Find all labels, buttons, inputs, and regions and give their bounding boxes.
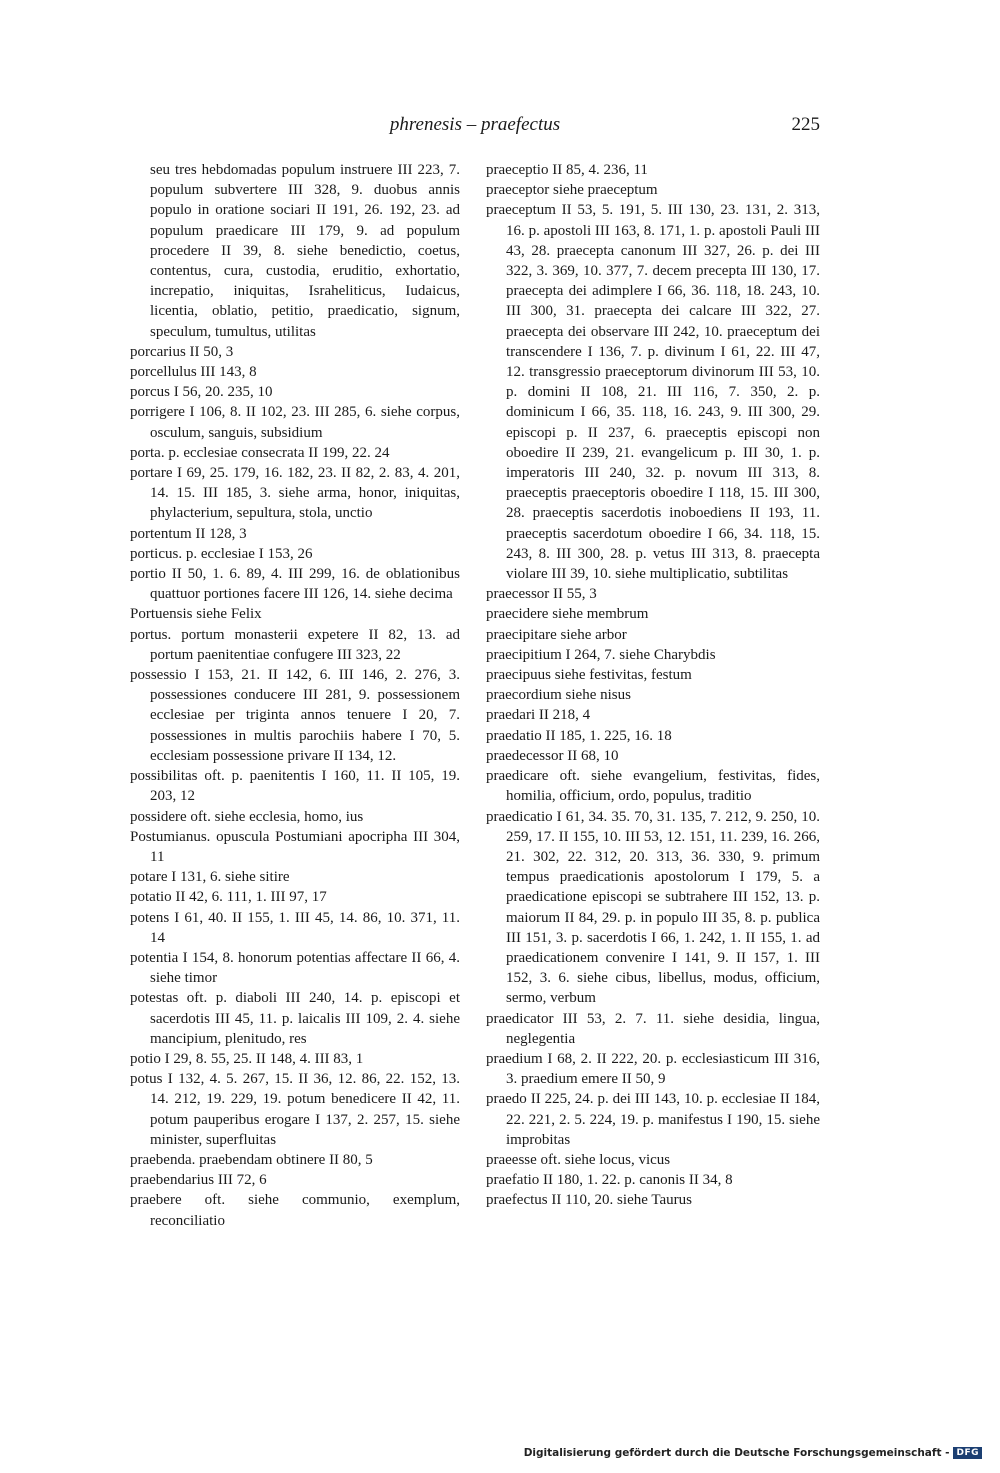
index-column-right	[486, 160, 820, 1211]
index-entry: portare I 69, 25. 179, 16. 182, 23. II 82, 2. 83, 4. 201, 14. 15. III 185, 3. siehe arma, honor, iniquitas, phylacterium, sepultura, stola, unctio	[130, 465, 460, 522]
index-entry: praecidere siehe membrum	[486, 606, 649, 623]
running-title: phrenesis – praefectus	[389, 114, 561, 135]
index-entry: praedicator III 53, 2. 7. 11. siehe desidia, lingua, neglegentia	[486, 1010, 820, 1047]
index-entry: porticus. p. ecclesiae I 153, 26	[130, 545, 313, 562]
index-entry: seu tres hebdomadas populum instruere III 223, 7. populum subvertere III 328, 9. duobus annis populo in oratione sociari II 191, 26. 192, 23. ad populum praedicare III 179, 9. ad populum procedere II 39, 8. siehe benedictio, coetus, contentus, cura, custodia, eruditio, exhortatio, increpatio, iniquitas, Israheliticus, Iudaicus, licentia, oblatio, petitio, praedicatio, signum, speculum, tumultus, utilitas	[150, 162, 460, 340]
index-entry: praebere oft. siehe communio, exemplum, reconciliatio	[130, 1192, 460, 1229]
index-entry: praeceptor siehe praeceptum	[486, 182, 658, 199]
dfg-logo: DFG	[953, 1447, 982, 1459]
running-head	[130, 114, 820, 144]
index-entry: Portuensis siehe Felix	[130, 606, 262, 623]
index-entry: praedari II 218, 4	[486, 707, 591, 724]
index-entry: Postumianus. opuscula Postumiani apocripha III 304, 11	[130, 828, 460, 865]
index-entry: praecipitium I 264, 7. siehe Charybdis	[486, 646, 716, 663]
index-entry: praecordium siehe nisus	[486, 687, 631, 704]
index-entry: praecipitare siehe arbor	[486, 626, 627, 643]
index-entry: praecessor II 55, 3	[486, 586, 597, 603]
index-entry: potentia I 154, 8. honorum potentias affectare II 66, 4. siehe timor	[130, 949, 460, 987]
index-entry: potus I 132, 4. 5. 267, 15. II 36, 12. 86, 22. 152, 13. 14. 212, 19. 229, 19. potum benedicere II 42, 11. potum pauperibus erogare I 137, 2. 257, 15. siehe minister, superfluitas	[130, 1071, 460, 1148]
index-entry: porcarius II 50, 3	[130, 343, 234, 360]
index-entry: possidere oft. siehe ecclesia, homo, ius	[130, 808, 364, 825]
index-entry: praefatio II 180, 1. 22. p. canonis II 34, 8	[486, 1172, 733, 1189]
index-entry: porcellulus III 143, 8	[130, 364, 257, 381]
index-column-left	[130, 160, 460, 1231]
index-entry: praedatio II 185, 1. 225, 16. 18	[486, 727, 672, 744]
index-entry: praebenda. praebendam obtinere II 80, 5	[130, 1151, 373, 1168]
index-entry: portentum II 128, 3	[130, 525, 247, 542]
index-entry: praedium I 68, 2. II 222, 20. p. ecclesiasticum III 316, 3. praedium emere II 50, 9	[486, 1050, 820, 1088]
index-entry: praecipuus siehe festivitas, festum	[486, 667, 692, 684]
index-entry: potio I 29, 8. 55, 25. II 148, 4. III 83, 1	[130, 1050, 364, 1067]
index-entry: portus. portum monasterii expetere II 82, 13. ad portum paenitentiae confugere III 323, 22	[130, 626, 460, 663]
index-entry: praeceptio II 85, 4. 236, 11	[486, 162, 648, 178]
index-entry: potens I 61, 40. II 155, 1. III 45, 14. 86, 10. 371, 11. 14	[130, 909, 460, 946]
index-entry: praedo II 225, 24. p. dei III 143, 10. p. ecclesiae II 184, 22. 221, 2. 5. 224, 19. p. manifestus I 190, 15. siehe improbitas	[486, 1091, 820, 1148]
footer-credit-text: Digitalisierung gefördert durch die Deutsche Forschungsgemeinschaft -	[523, 1447, 950, 1459]
index-entry: praedecessor II 68, 10	[486, 747, 619, 764]
index-entry: praedicare oft. siehe evangelium, festivitas, fides, homilia, officium, ordo, populus, traditio	[486, 768, 820, 805]
index-entry: portio II 50, 1. 6. 89, 4. III 299, 16. de oblationibus quattuor portiones facere III 126, 14. siehe decima	[130, 566, 460, 603]
index-entry: potestas oft. p. diaboli III 240, 14. p. episcopi et sacerdotis III 45, 11. p. laicalis III 109, 2. 4. siehe mancipium, plenitudo, res	[130, 990, 460, 1047]
index-entry: potare I 131, 6. siehe sitire	[130, 869, 290, 886]
index-entry: praedicatio I 61, 34. 35. 70, 31. 135, 7. 212, 9. 250, 10. 259, 17. II 155, 10. III 53, 12. 151, 11. 239, 16. 266, 21. 302, 22. 312, 20. 313, 36. 330, 9. primum tempus praedicationis apostolorum I 179, 5. a praedicatione episcopi se subtrahere III 152, 13. p. maiorum II 84, 29. p. in populo III 35, 8. p. publica III 151, 3. p. sacerdotis I 66, 1. 242, 1. II 155, 1. ad praedicationem convenire I 141, 9. II 157, 1. III 152, 3. 6. siehe cibus, libellus, modus, officium, sermo, verbum	[486, 808, 820, 1007]
footer-credit	[524, 1447, 982, 1459]
page-number: 225	[791, 114, 820, 135]
index-entry: praeesse oft. siehe locus, vicus	[486, 1151, 671, 1168]
index-entry: potatio II 42, 6. 111, 1. III 97, 17	[130, 889, 327, 906]
index-entry: praebendarius III 72, 6	[130, 1172, 267, 1189]
index-entry: praeceptum II 53, 5. 191, 5. III 130, 23. 131, 2. 313, 16. p. apostoli III 163, 8. 171, 1. p. apostoli Pauli III 43, 28. praecepta canonum III 327, 26. p. dei III 322, 3. 369, 10. 377, 7. decem precepta III 130, 17. praecepta dei adimplere I 66, 36. 118, 18. 243, 10. III 300, 31. praecepta dei calcare III 322, 27. praecepta dei observare III 242, 10. praeceptum dei transcendere I 136, 7. p. divinum I 61, 22. III 47, 12. transgressio praeceptorum divinorum III 53, 10. p. domini II 108, 21. III 116, 7. 350, 2. p. dominicum I 66, 35. 118, 16. 243, 9. III 300, 29. episcopi p. II 237, 6. praeceptis episcopi non oboedire II 239, 21. evangelicum p. III 30, 1. p. imperatoris III 240, 32. p. novum III 313, 8. praeceptis praeceptoris oboedire I 118, 15. III 300, 28. praeceptis sacerdotis inoboediens II 193, 11. praeceptis sacerdotum oboedire I 66, 34. 118, 15. 243, 8. III 300, 28. p. vetus III 313, 8. praecepta violare III 39, 10. siehe multiplicatio, subtilitas	[486, 202, 820, 583]
index-entry: praefectus II 110, 20. siehe Taurus	[486, 1192, 692, 1209]
index-entry: porta. p. ecclesiae consecrata II 199, 22. 24	[130, 444, 390, 461]
index-entry: possessio I 153, 21. II 142, 6. III 146, 2. 276, 3. possessiones conducere III 281, 9. possessionem ecclesiae per triginta annos tenuere I 20, 7. possessiones in multis parochiis habere I 70, 5. ecclesiam possessione privare II 134, 12.	[130, 667, 460, 764]
index-entry: porcus I 56, 20. 235, 10	[130, 384, 273, 401]
index-entry: porrigere I 106, 8. II 102, 23. III 285, 6. siehe corpus, osculum, sanguis, subsidium	[130, 404, 460, 441]
index-entry: possibilitas oft. p. paenitentis I 160, 11. II 105, 19. 203, 12	[130, 768, 460, 805]
